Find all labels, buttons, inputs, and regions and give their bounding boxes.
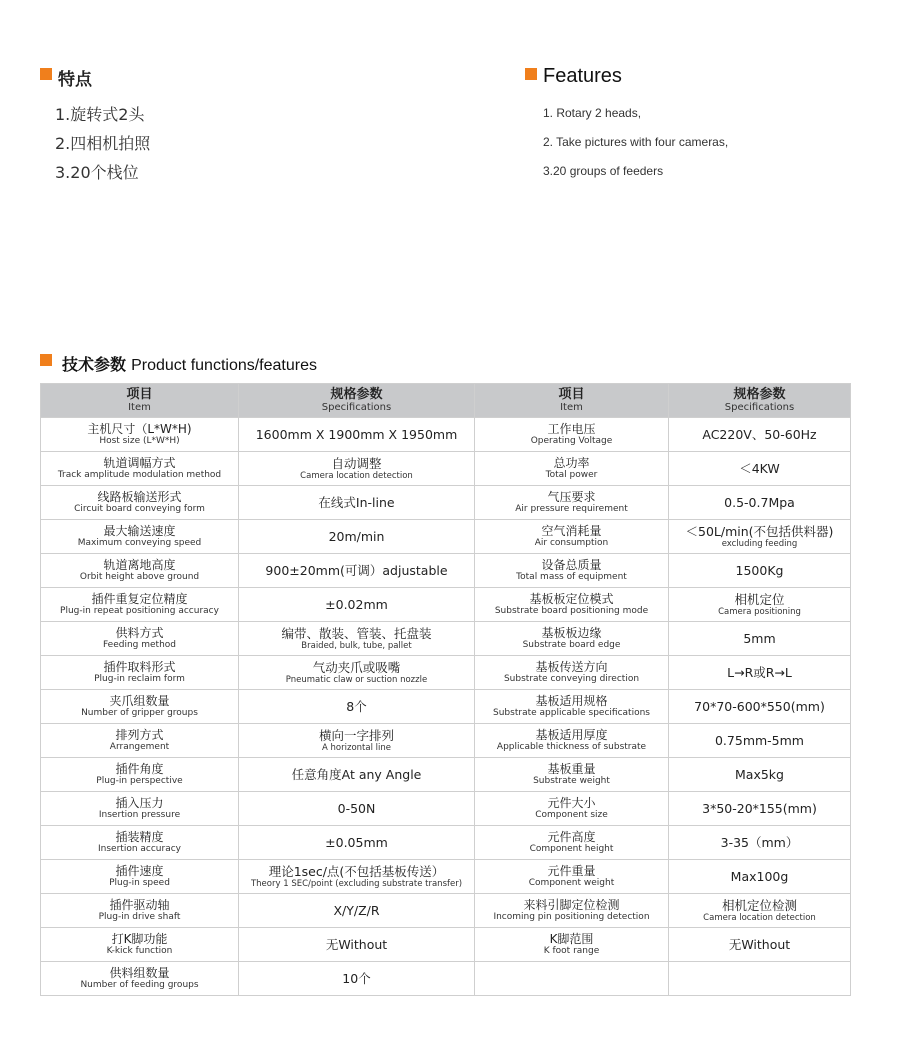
item-en: Plug-in speed	[109, 878, 170, 888]
item-en: Number of feeding groups	[80, 980, 199, 990]
spec-value: 3-35（mm）	[720, 835, 799, 850]
spec-cell	[239, 860, 475, 894]
item-en: Plug-in perspective	[96, 776, 183, 786]
spec-note: A horizontal line	[322, 743, 391, 753]
item-cell	[475, 622, 669, 656]
spec-value: 横向一字排列	[318, 728, 394, 743]
specs-title	[62, 352, 317, 375]
spec-value: L→R或R→L	[727, 665, 792, 680]
table-row	[41, 520, 851, 554]
item-cn: 元件大小	[547, 796, 596, 810]
item-en: Component size	[535, 810, 608, 820]
item-cell	[475, 860, 669, 894]
item-cn: 主机尺寸（L*W*H)	[87, 422, 192, 436]
spec-value: 0.75mm-5mm	[714, 733, 804, 748]
item-en: Operating Voltage	[530, 436, 613, 446]
item-en: Total mass of equipment	[516, 572, 627, 582]
item-cn: 供料组数量	[109, 966, 170, 980]
specs-header-row	[41, 384, 851, 418]
item-en: Host size (L*W*H)	[99, 436, 180, 446]
item-cn: 基板板定位模式	[529, 592, 614, 606]
item-en: Component weight	[528, 878, 615, 888]
item-en: Insertion pressure	[98, 810, 181, 820]
item-en: Feeding method	[102, 640, 176, 650]
spec-cell	[239, 452, 475, 486]
item-cell	[475, 588, 669, 622]
item-en: Track amplitude modulation method	[57, 470, 222, 480]
item-cn: 基板适用厚度	[535, 728, 608, 742]
item-en: Orbit height above ground	[79, 572, 200, 582]
item-cell	[41, 588, 239, 622]
spec-cell	[669, 724, 851, 758]
item-en: Air pressure requirement	[515, 504, 628, 514]
spec-note: excluding feeding	[721, 539, 798, 549]
header-item: 项目 Item	[475, 384, 669, 418]
spec-note: Camera positioning	[718, 607, 801, 617]
item-en: Substrate conveying direction	[503, 674, 640, 684]
item-cn: 线路板输送形式	[97, 490, 182, 504]
spec-cell	[239, 826, 475, 860]
spec-cell	[239, 724, 475, 758]
table-row	[41, 486, 851, 520]
item-en: Applicable thickness of substrate	[496, 742, 647, 752]
specs-title-en: Product functions/features	[131, 357, 317, 374]
spec-cell	[669, 554, 851, 588]
item-en: Arrangement	[109, 742, 170, 752]
spec-cell	[239, 486, 475, 520]
spec-cell	[669, 894, 851, 928]
spec-value: 1600mm X 1900mm X 1950mm	[255, 427, 458, 442]
spec-value: Max100g	[730, 869, 789, 884]
item-en: Substrate weight	[533, 776, 610, 786]
item-cell	[475, 486, 669, 520]
item-cn: 元件重量	[547, 864, 596, 878]
item-cell	[475, 962, 669, 996]
spec-value: 10个	[342, 971, 371, 986]
item-cn: 基板板边缘	[541, 626, 602, 640]
item-cell	[41, 520, 239, 554]
item-en: Circuit board conveying form	[74, 504, 205, 514]
table-row	[41, 894, 851, 928]
item-en: Number of gripper groups	[81, 708, 198, 718]
spec-value: ＜50L/min(不包括供料器)	[685, 524, 834, 539]
item-cell	[475, 554, 669, 588]
item-en: Substrate board edge	[522, 640, 621, 650]
table-row	[41, 690, 851, 724]
spec-note: Camera location detection	[703, 913, 816, 923]
item-cell	[475, 452, 669, 486]
spec-cell	[669, 860, 851, 894]
spec-value: 900±20mm(可调）adjustable	[265, 563, 448, 578]
spec-value: 8个	[346, 699, 367, 714]
table-row	[41, 554, 851, 588]
heading-bullet-icon	[525, 68, 537, 80]
spec-cell	[669, 452, 851, 486]
item-cell	[475, 418, 669, 452]
item-cn: 元件高度	[547, 830, 596, 844]
spec-value: 5mm	[743, 631, 776, 646]
table-row	[41, 724, 851, 758]
item-cell	[41, 554, 239, 588]
item-cn: 基板传送方向	[535, 660, 608, 674]
item-cn: 基板适用规格	[535, 694, 608, 708]
spec-value: X/Y/Z/R	[333, 903, 380, 918]
spec-note: Braided, bulk, tube, pallet	[301, 641, 412, 651]
spec-value: 无Without	[325, 937, 388, 952]
table-row	[41, 622, 851, 656]
spec-cell	[239, 418, 475, 452]
features-en-item: 1. Rotary 2 heads,	[543, 106, 642, 120]
features-en-item: 3.20 groups of feeders	[543, 164, 664, 178]
spec-cell	[239, 622, 475, 656]
item-cell	[41, 860, 239, 894]
features-en-heading: Features	[543, 65, 622, 87]
spec-value: 20m/min	[328, 529, 385, 544]
item-cell	[475, 656, 669, 690]
item-cell	[41, 724, 239, 758]
spec-cell	[669, 622, 851, 656]
table-row	[41, 758, 851, 792]
spec-value: AC220V、50-60Hz	[702, 427, 817, 442]
item-en: Total power	[545, 470, 598, 480]
features-cn-item: 1.旋转式2头	[55, 105, 145, 124]
table-row	[41, 452, 851, 486]
item-cell	[475, 690, 669, 724]
spec-cell	[669, 928, 851, 962]
item-cell	[41, 622, 239, 656]
spec-value: 理论1sec/点(不包括基板传送）	[268, 864, 445, 879]
spec-value: 编带、散装、管装、托盘装	[281, 626, 432, 641]
spec-cell	[239, 792, 475, 826]
item-cell	[475, 724, 669, 758]
item-en: Incoming pin positioning detection	[493, 912, 650, 922]
spec-value: Max5kg	[735, 767, 784, 782]
item-cn: 插件重复定位精度	[91, 592, 188, 606]
item-cell	[41, 452, 239, 486]
table-row	[41, 962, 851, 996]
item-cell	[41, 758, 239, 792]
item-cell	[41, 418, 239, 452]
spec-value: 1500Kg	[735, 563, 784, 578]
spec-cell	[669, 588, 851, 622]
item-cn: 夹爪组数量	[109, 694, 170, 708]
table-row	[41, 860, 851, 894]
item-cn: 插件速度	[115, 864, 164, 878]
spec-cell	[669, 792, 851, 826]
spec-value: 无Without	[728, 937, 791, 952]
item-cn: 设备总质量	[541, 558, 602, 572]
table-row	[41, 656, 851, 690]
table-row	[41, 826, 851, 860]
spec-cell	[239, 656, 475, 690]
item-cell	[475, 826, 669, 860]
specs-title-cn: 技术参数	[62, 355, 127, 374]
item-cn: 来料引脚定位检测	[523, 898, 620, 912]
item-cell	[475, 758, 669, 792]
item-en: K foot range	[543, 946, 600, 956]
spec-value: 相机定位检测	[721, 898, 797, 913]
item-cell	[475, 894, 669, 928]
item-en: Air consumption	[534, 538, 609, 548]
item-en: Substrate applicable specifications	[493, 708, 650, 718]
features-cn-item: 3.20个栈位	[55, 163, 139, 182]
spec-cell	[239, 554, 475, 588]
spec-cell	[239, 690, 475, 724]
spec-value: 气动夹爪或吸嘴	[312, 660, 401, 675]
item-en: Plug-in drive shaft	[98, 912, 181, 922]
item-cn: 轨道调幅方式	[103, 456, 176, 470]
item-cell	[41, 656, 239, 690]
spec-value: 3*50-20*155(mm)	[702, 801, 817, 816]
item-cn: 工作电压	[547, 422, 596, 436]
item-en: K-kick function	[106, 946, 173, 956]
spec-value: 自动调整	[331, 456, 382, 471]
features-cn-item: 2.四相机拍照	[55, 134, 151, 153]
item-en: Plug-in repeat positioning accuracy	[60, 606, 219, 616]
spec-note: Pneumatic claw or suction nozzle	[285, 675, 428, 685]
item-cn: 空气消耗量	[541, 524, 602, 538]
item-cn: 供料方式	[115, 626, 164, 640]
table-row	[41, 792, 851, 826]
heading-bullet-icon	[40, 354, 52, 366]
spec-value: 在线式In-line	[318, 495, 395, 510]
spec-value: 70*70-600*550(mm)	[694, 699, 825, 714]
features-cn-heading: 特点	[58, 70, 92, 90]
spec-value: ±0.05mm	[325, 835, 388, 850]
spec-value: 任意角度At any Angle	[291, 767, 422, 782]
spec-note: Theory 1 SEC/point (excluding substrate transfer)	[250, 879, 463, 889]
item-cn: 打K脚功能	[111, 932, 168, 946]
table-row	[41, 588, 851, 622]
header-spec: 规格参数 Specifications	[239, 384, 475, 418]
item-en: Maximum conveying speed	[77, 538, 202, 548]
spec-value: 0-50N	[337, 801, 376, 816]
item-cell	[41, 486, 239, 520]
spec-value: 相机定位	[734, 592, 785, 607]
item-cell	[475, 520, 669, 554]
item-cell	[41, 928, 239, 962]
spec-cell	[669, 758, 851, 792]
spec-cell	[239, 894, 475, 928]
item-en: Plug-in reclaim form	[94, 674, 185, 684]
item-cell	[41, 690, 239, 724]
item-cn: 插装精度	[115, 830, 164, 844]
spec-cell	[669, 826, 851, 860]
item-en: Insertion accuracy	[98, 844, 181, 854]
item-en: Substrate board positioning mode	[494, 606, 649, 616]
item-cn: 基板重量	[547, 762, 596, 776]
spec-cell	[239, 758, 475, 792]
spec-cell	[239, 520, 475, 554]
table-row	[41, 928, 851, 962]
specs-table	[40, 383, 851, 996]
item-en: Component height	[529, 844, 614, 854]
item-cn: 插件角度	[115, 762, 164, 776]
table-row	[41, 418, 851, 452]
item-cell	[41, 962, 239, 996]
features-en-item: 2. Take pictures with four cameras,	[543, 135, 729, 149]
spec-cell	[669, 486, 851, 520]
header-spec: 规格参数 Specifications	[669, 384, 851, 418]
item-cn: 轨道离地高度	[103, 558, 176, 572]
spec-cell	[669, 690, 851, 724]
item-cell	[41, 894, 239, 928]
item-cn: 最大输送速度	[103, 524, 176, 538]
spec-cell	[239, 588, 475, 622]
item-cn: 排列方式	[115, 728, 164, 742]
header-item: 项目 Item	[41, 384, 239, 418]
item-cell	[41, 792, 239, 826]
item-cn: K脚范围	[549, 932, 594, 946]
spec-cell	[669, 520, 851, 554]
item-cell	[475, 792, 669, 826]
item-cell	[41, 826, 239, 860]
item-cn: 总功率	[553, 456, 590, 470]
spec-value: ±0.02mm	[325, 597, 388, 612]
spec-cell	[239, 962, 475, 996]
spec-cell	[669, 962, 851, 996]
spec-value: ＜4KW	[739, 461, 780, 476]
spec-cell	[669, 656, 851, 690]
item-cn: 插件取料形式	[103, 660, 176, 674]
item-cn: 插入压力	[115, 796, 164, 810]
spec-cell	[669, 418, 851, 452]
heading-bullet-icon	[40, 68, 52, 80]
item-cn: 插件驱动轴	[109, 898, 170, 912]
spec-value: 0.5-0.7Mpa	[724, 495, 795, 510]
spec-cell	[239, 928, 475, 962]
spec-note: Camera location detection	[300, 471, 413, 481]
item-cn: 气压要求	[547, 490, 596, 504]
item-cell	[475, 928, 669, 962]
